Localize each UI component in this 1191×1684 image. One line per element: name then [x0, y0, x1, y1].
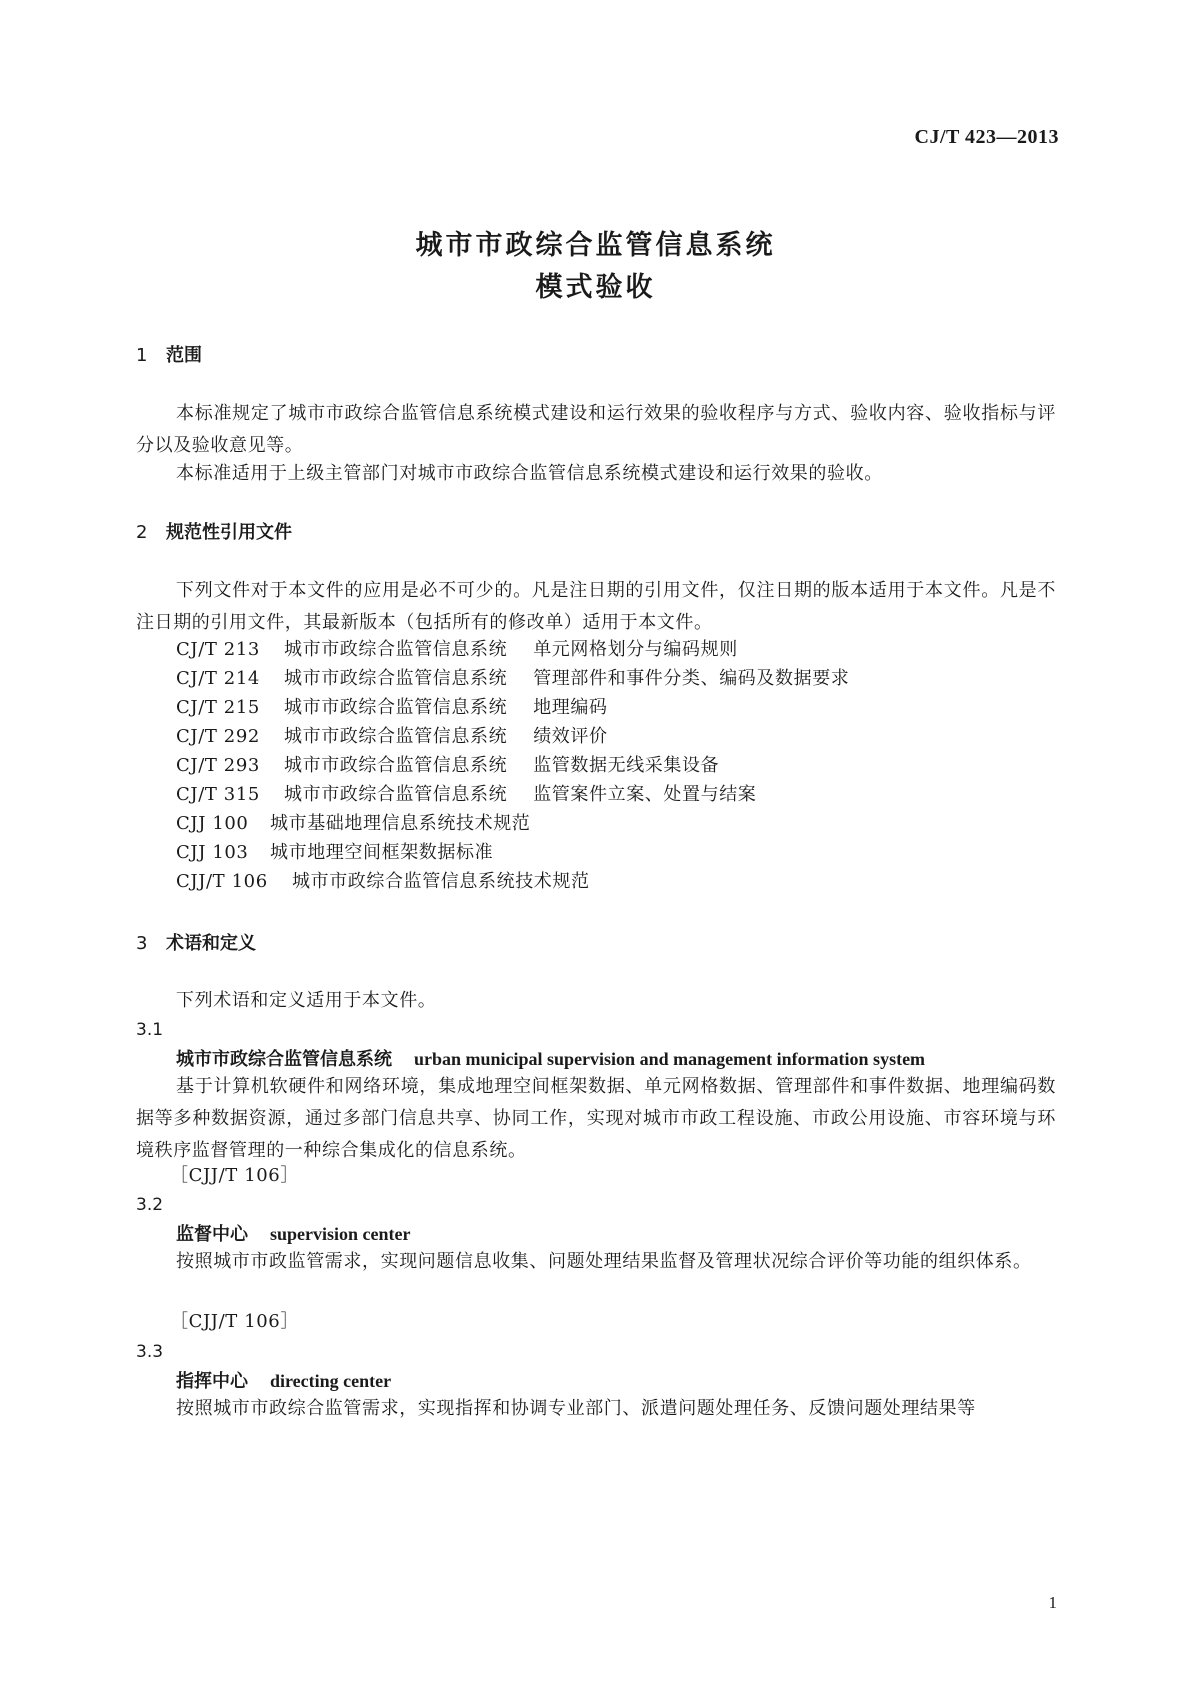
reference-item [176, 840, 493, 866]
section-number: 1 [136, 345, 148, 366]
reference-system: 城市市政综合监管信息系统 [284, 784, 508, 805]
scope-paragraph-1: 本标准规定了城市市政综合监管信息系统模式建设和运行效果的验收程序与方式、验收内容、验收指标与评分以及验收意见等。 [136, 403, 1056, 456]
reference-subject: 绩效评价 [533, 726, 608, 747]
reference-code: CJ/T 213 [176, 639, 260, 660]
reference-code: CJ/T 215 [176, 697, 260, 718]
reference-title: 城市市政综合监管信息系统技术规范 [292, 871, 590, 892]
scope-paragraph-2: 本标准适用于上级主管部门对城市市政综合监管信息系统模式建设和运行效果的验收。 [176, 463, 883, 484]
reference-item [176, 753, 719, 779]
reference-item [176, 695, 608, 721]
reference-system: 城市市政综合监管信息系统 [284, 755, 508, 776]
term-source: ［CJJ/T 106］ [170, 1311, 299, 1332]
section-heading-terms [136, 931, 256, 957]
reference-item [176, 869, 590, 895]
reference-code: CJJ 103 [176, 842, 249, 863]
reference-system: 城市市政综合监管信息系统 [284, 697, 508, 718]
reference-system: 城市市政综合监管信息系统 [284, 668, 508, 689]
section-heading-references [136, 520, 292, 546]
reference-item [176, 637, 738, 663]
document-title-line1: 城市市政综合监管信息系统 [415, 230, 776, 261]
reference-system: 城市市政综合监管信息系统 [284, 639, 508, 660]
term-heading [176, 1368, 391, 1395]
standard-code: CJ/T 423—2013 [914, 126, 1059, 148]
reference-code: CJJ/T 106 [176, 871, 268, 892]
terms-intro: 下列术语和定义适用于本文件。 [176, 990, 437, 1011]
reference-item [176, 782, 756, 808]
reference-item [176, 811, 530, 837]
term-heading [176, 1046, 925, 1073]
reference-item [176, 724, 608, 750]
reference-item [176, 666, 849, 692]
reference-code: CJ/T 293 [176, 755, 260, 776]
term-source: ［CJJ/T 106］ [170, 1165, 299, 1186]
clause-number: 3.2 [136, 1195, 164, 1215]
term-en: supervision center [270, 1224, 411, 1244]
reference-code: CJ/T 292 [176, 726, 260, 747]
reference-subject: 管理部件和事件分类、编码及数据要求 [533, 668, 850, 689]
reference-subject: 地理编码 [533, 697, 608, 718]
reference-title: 城市基础地理信息系统技术规范 [270, 813, 531, 834]
reference-code: CJ/T 214 [176, 668, 260, 689]
term-zh: 指挥中心 [176, 1371, 248, 1392]
reference-system: 城市市政综合监管信息系统 [284, 726, 508, 747]
reference-title: 城市地理空间框架数据标准 [270, 842, 494, 863]
reference-code: CJJ 100 [176, 813, 249, 834]
section-heading-scope [136, 343, 202, 369]
term-zh: 监督中心 [176, 1224, 248, 1245]
section-title: 规范性引用文件 [166, 522, 292, 543]
section-title: 范围 [166, 345, 202, 366]
term-en: urban municipal supervision and management information system [414, 1049, 926, 1069]
reference-subject: 监管数据无线采集设备 [533, 755, 720, 776]
references-intro: 下列文件对于本文件的应用是必不可少的。凡是注日期的引用文件，仅注日期的版本适用于本文件。凡是不注日期的引用文件，其最新版本（包括所有的修改单）适用于本文件。 [136, 580, 1056, 633]
reference-code: CJ/T 315 [176, 784, 260, 805]
page-number: 1 [1048, 1593, 1057, 1612]
clause-number: 3.3 [136, 1342, 164, 1362]
document-title-line2: 模式验收 [535, 272, 656, 303]
term-heading [176, 1221, 410, 1248]
term-zh: 城市市政综合监管信息系统 [176, 1049, 392, 1070]
section-title: 术语和定义 [166, 933, 256, 954]
section-number: 2 [136, 522, 148, 543]
reference-subject: 监管案件立案、处置与结案 [533, 784, 757, 805]
term-definition: 基于计算机软硬件和网络环境，集成地理空间框架数据、单元网格数据、管理部件和事件数据、地理编码数据等多种数据资源，通过多部门信息共享、协同工作，实现对城市市政工程设施、市政公用设施、市容环境与环境秩序监督管理的一种综合集成化的信息系统。 [136, 1076, 1056, 1161]
section-number: 3 [136, 933, 148, 954]
reference-subject: 单元网格划分与编码规则 [533, 639, 738, 660]
term-definition: 按照城市市政监管需求，实现问题信息收集、问题处理结果监督及管理状况综合评价等功能的组织体系。 [176, 1251, 1032, 1272]
term-definition: 按照城市市政综合监管需求，实现指挥和协调专业部门、派遣问题处理任务、反馈问题处理结果等 [176, 1398, 976, 1419]
clause-number: 3.1 [136, 1020, 164, 1040]
term-en: directing center [270, 1371, 392, 1391]
